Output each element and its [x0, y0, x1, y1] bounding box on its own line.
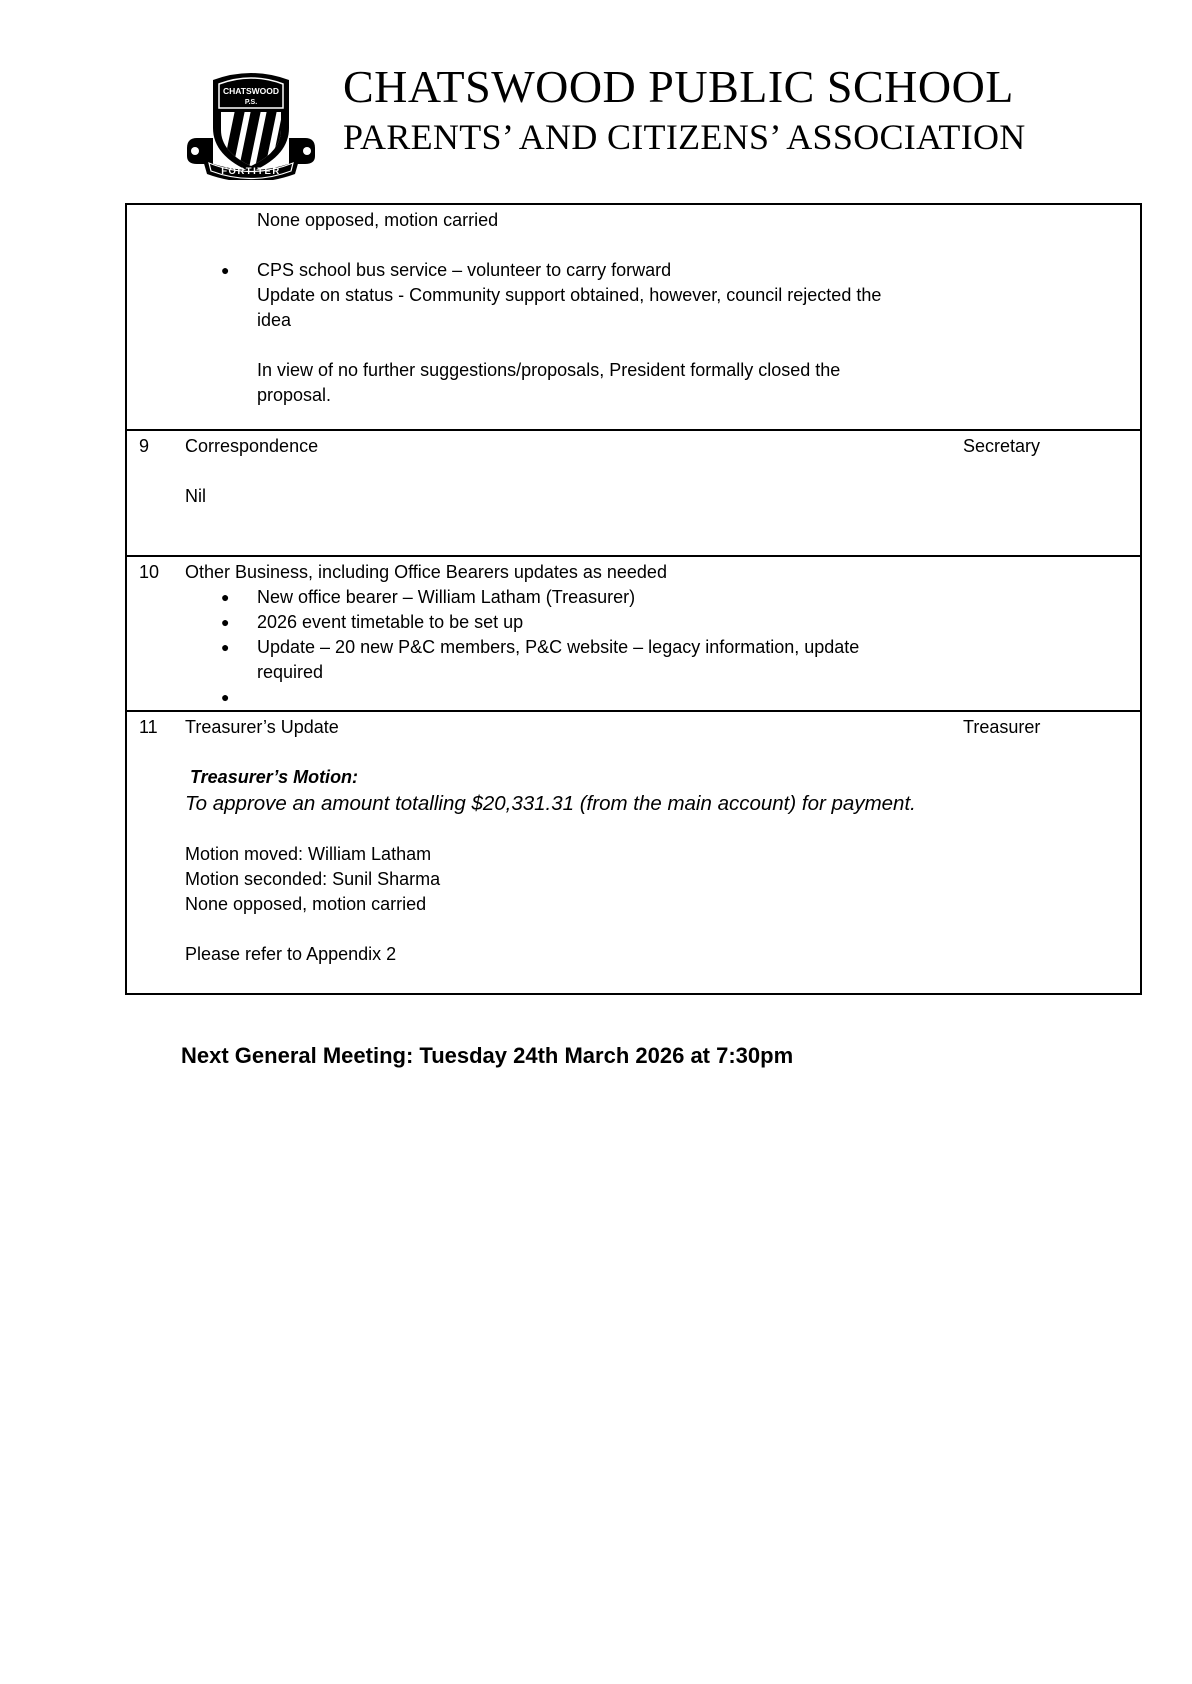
- table-row-correspondence: [126, 430, 1141, 556]
- status-text-cont: idea: [257, 310, 292, 330]
- letterhead: [183, 60, 1083, 180]
- item-number: 10: [139, 562, 160, 582]
- crest-motto: FORTITER: [221, 166, 281, 177]
- list-item-empty: [185, 685, 955, 710]
- motion-seconded: Motion seconded: Sunil Sharma: [185, 869, 441, 889]
- list-item: ● 2026 event timetable to be set up: [185, 610, 955, 635]
- item-title: Other Business, including Office Bearers updates as needed: [185, 562, 667, 582]
- table-row-continuation: [126, 204, 1141, 430]
- crest-sub-text: P.S.: [244, 99, 258, 106]
- closing-text-cont: proposal.: [257, 385, 332, 405]
- bullet-list: [185, 258, 955, 283]
- association-subtitle: PARENTS’ AND CITIZENS’ ASSOCIATION: [343, 117, 1026, 157]
- list-item: ● Update – 20 new P&C members, P&C website – legacy information, update: [185, 635, 955, 660]
- motion-moved: Motion moved: William Latham: [185, 844, 432, 864]
- bullet-icon: ●: [221, 689, 230, 705]
- bullet-icon: ●: [221, 614, 230, 630]
- minutes-table: [125, 203, 1142, 995]
- motion-result: None opposed, motion carried: [185, 894, 427, 914]
- item-number: 11: [139, 717, 158, 737]
- next-meeting-notice: Next General Meeting: Tuesday 24th March 2026 at 7:30pm: [181, 1043, 794, 1068]
- bullet-list: [185, 585, 955, 710]
- bullet-icon: ●: [221, 262, 230, 278]
- item-number: 9: [139, 436, 150, 456]
- motion-result-text: None opposed, motion carried: [257, 210, 499, 230]
- item-body-cell: [185, 204, 955, 430]
- closing-text: In view of no further suggestions/proposals, President formally closed the: [257, 360, 841, 380]
- item-number-cell: [126, 204, 185, 430]
- list-item: ● New office bearer – William Latham (Treasurer): [185, 585, 955, 610]
- item-content: Nil: [185, 486, 206, 506]
- appendix-reference: Please refer to Appendix 2: [185, 944, 397, 964]
- status-text: Update on status - Community support obtained, however, council rejected the: [257, 285, 882, 305]
- bullet-icon: ●: [221, 639, 230, 655]
- bullet-icon: ●: [221, 589, 230, 605]
- motion-heading: Treasurer’s Motion:: [190, 767, 359, 787]
- table-row-other-business: [126, 556, 1141, 711]
- item-owner: Secretary: [963, 436, 1041, 456]
- item-owner-cell: [955, 204, 1141, 430]
- list-item: ● CPS school bus service – volunteer to carry forward: [185, 258, 955, 283]
- crest-top-text: CHATSWOOD: [222, 86, 280, 96]
- item-title: Treasurer’s Update: [185, 717, 339, 737]
- table-row-treasurer: [126, 711, 1141, 994]
- motion-text: To approve an amount totalling $20,331.31 (from the main account) for payment.: [185, 792, 916, 815]
- school-crest-logo: [183, 68, 319, 180]
- item-owner: Treasurer: [963, 717, 1041, 737]
- list-item-continuation: required: [257, 662, 324, 682]
- school-title: CHATSWOOD PUBLIC SCHOOL: [343, 61, 1014, 112]
- item-title: Correspondence: [185, 436, 319, 456]
